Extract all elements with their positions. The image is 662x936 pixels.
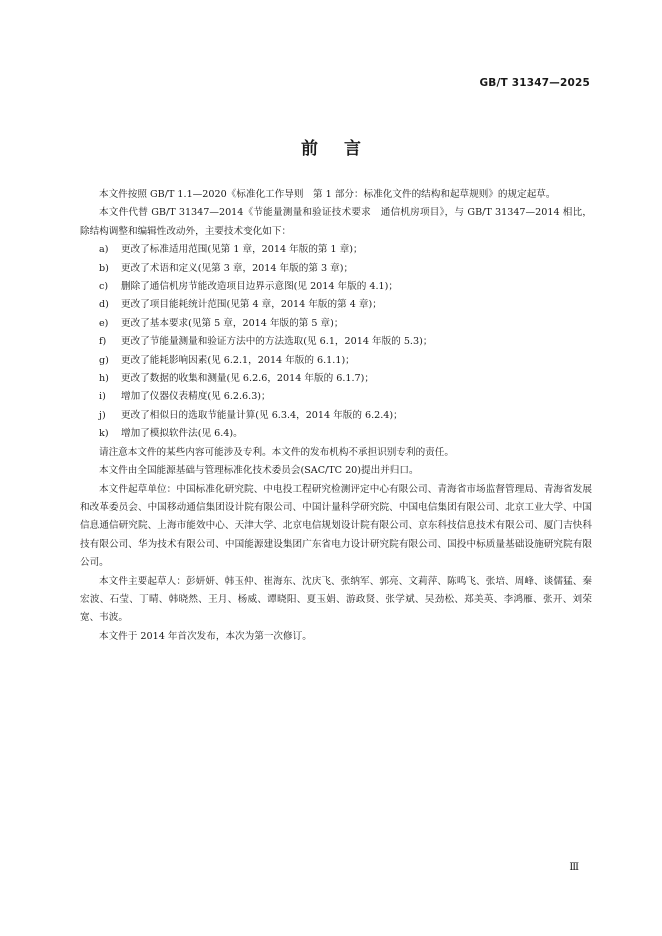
list-item-text: 更改了基本要求(见第 5 章，2014 年版的第 5 章)； xyxy=(121,317,344,329)
page-number: Ⅲ xyxy=(569,862,579,873)
list-item xyxy=(80,278,592,296)
list-item-text: 更改了相似日的选取节能量计算(见 6.3.4，2014 年版的 6.2.4)； xyxy=(121,409,403,421)
list-item xyxy=(80,333,592,351)
list-item xyxy=(80,352,592,370)
list-item xyxy=(80,388,592,406)
proposed-by: 本文件由全国能源基础与管理标准化技术委员会(SAC/TC 20)提出并归口。 xyxy=(99,465,419,477)
drafters: 本文件主要起草人：彭妍妍、韩玉仲、崔海东、沈庆飞、张纳军、郭亮、文莉萍、陈鸣飞、张培、周峰、谈儒猛、秦宏波、石莹、丁晴、韩晓然、王月、杨威、谭晓阳、夏玉娟、游政贤、张学斌、吴劲松、郑美英、李鸿雁、张开、刘荣宽、韦波。 xyxy=(80,575,592,624)
list-item-text: 增加了模拟软件法(见 6.4)。 xyxy=(121,428,243,440)
intro-paragraph-1: 本文件按照 GB/T 1.1—2020《标准化工作导则 第 1 部分：标准化文件的结构和起草规则》的规定起草。 xyxy=(99,189,556,200)
changes-list xyxy=(80,241,592,443)
list-marker: h) xyxy=(99,373,109,385)
list-marker: b) xyxy=(99,262,109,274)
list-item-text: 增加了仪器仪表精度(见 6.2.6.3)； xyxy=(121,391,271,403)
standard-number: GB/T 31347—2025 xyxy=(479,77,590,89)
list-marker: k) xyxy=(99,428,109,440)
list-marker: j) xyxy=(99,409,106,421)
list-item-text: 更改了标准适用范围(见第 1 章，2014 年版的第 1 章)； xyxy=(121,244,363,256)
drafting-units: 本文件起草单位：中国标准化研究院、中电投工程研究检测评定中心有限公司、青海省市场监督管理局、青海省发展和改革委员会、中国移动通信集团设计院有限公司、中国计量科学研究院、中国电信集团有限公司、北京工业大学、中国信息通信研究院、上海市能效中心、天津大学、北京电信规划设计院有限公司、京东科技信息技术有限公司、厦门吉快科技有限公司、华为技术有限公司、中国能源建设集团广东省电力设计研究院有限公司、国投中标质量基础设施研究院有限公司。 xyxy=(80,483,592,569)
list-item-text: 更改了能耗影响因素(见 6.2.1，2014 年版的 6.1.1)； xyxy=(121,354,355,366)
list-marker: f) xyxy=(99,336,107,348)
list-item xyxy=(80,407,592,425)
list-item xyxy=(80,241,592,259)
list-marker: i) xyxy=(99,391,106,403)
list-item xyxy=(80,296,592,314)
list-item xyxy=(80,370,592,388)
list-item xyxy=(80,315,592,333)
list-marker: c) xyxy=(99,281,109,293)
list-item xyxy=(80,425,592,443)
list-marker: a) xyxy=(99,244,109,256)
page-title: 前言 xyxy=(301,139,387,159)
list-item-text: 更改了节能量测量和验证方法中的方法选取(见 6.1，2014 年版的 5.3)； xyxy=(121,336,433,348)
intro-paragraph-2: 本文件代替 GB/T 31347—2014《节能量测量和验证技术要求 通信机房项目》，与 GB/T 31347—2014 相比，除结构调整和编辑性改动外，主要技术变化如下： xyxy=(80,207,592,237)
list-marker: e) xyxy=(99,317,109,329)
publication-history: 本文件于 2014 年首次发布，本次为第一次修订。 xyxy=(99,630,312,642)
document-body xyxy=(80,186,592,646)
patent-notice: 请注意本文件的某些内容可能涉及专利。本文件的发布机构不承担识别专利的责任。 xyxy=(99,446,454,458)
list-item xyxy=(80,260,592,278)
list-item-text: 更改了数据的收集和测量(见 6.2.6，2014 年版的 6.1.7)； xyxy=(121,373,374,385)
list-item-text: 更改了项目能耗统计范围(见第 4 章，2014 年版的第 4 章)； xyxy=(121,299,382,311)
list-item-text: 更改了术语和定义(见第 3 章，2014 年版的第 3 章)； xyxy=(121,262,354,274)
list-marker: g) xyxy=(99,354,109,366)
list-item-text: 删除了通信机房节能改造项目边界示意图(见 2014 年版的 4.1)； xyxy=(121,281,398,293)
list-marker: d) xyxy=(99,299,109,311)
